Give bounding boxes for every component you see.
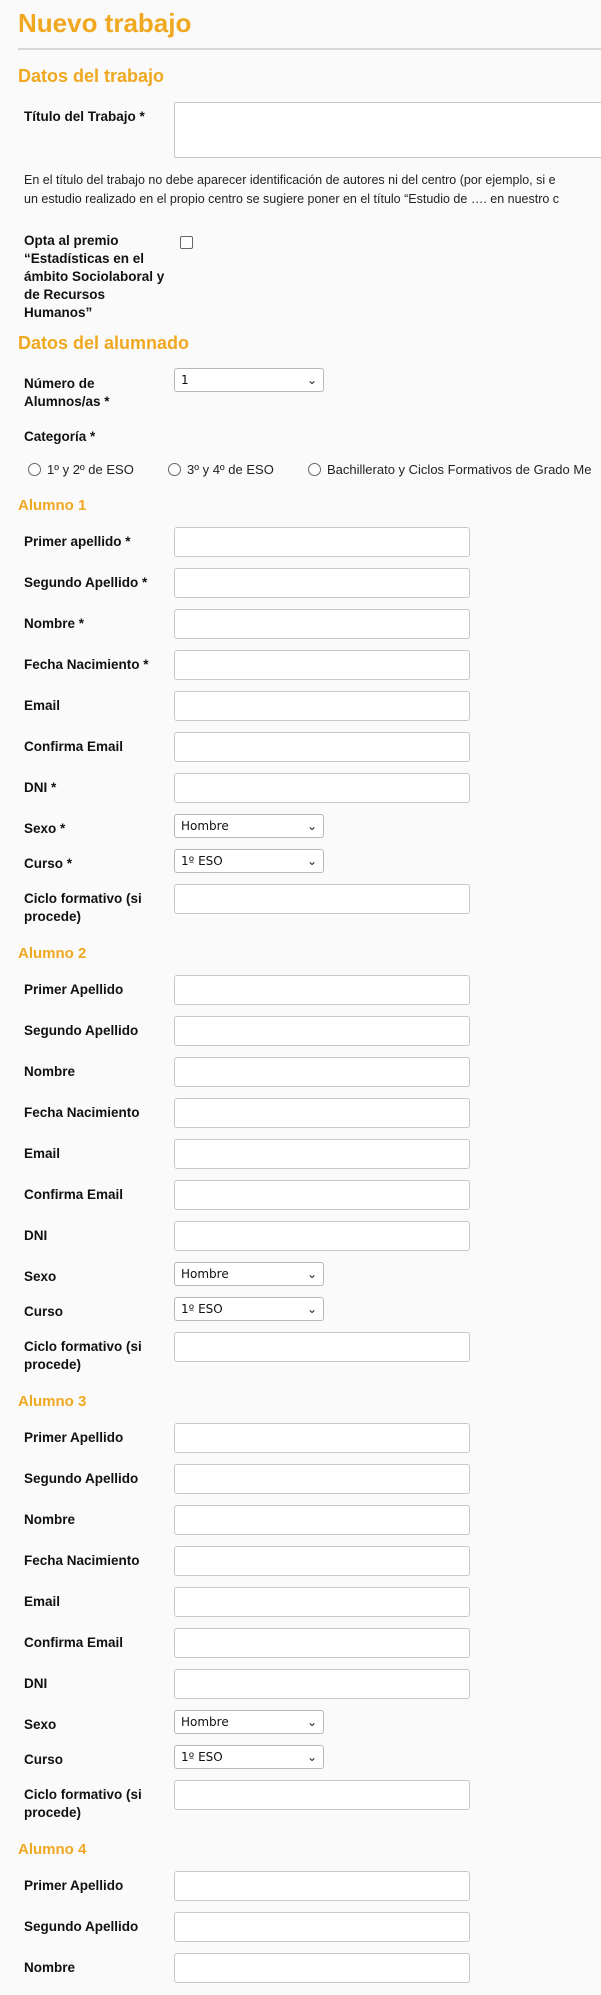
alumno-2-birth-label: Fecha Nacimiento [24,1105,140,1120]
alumno-1-name-input[interactable] [174,609,470,639]
chevron-down-icon: ⌄ [306,1267,317,1281]
alumno-3-email-input[interactable] [174,1587,470,1617]
alumno-3-email-label: Email [24,1594,61,1609]
alumno-1-cycle-label: Ciclo formativo (si procede) [24,891,142,924]
prize-label: Opta al premio “Estadísticas en el ámbito Sociolaboral y de Recursos Humanos” [24,233,165,320]
alumno-2-second-surname-input[interactable] [174,1016,470,1046]
alumno-1-confirm-email-label: Confirma Email [24,739,124,754]
students-count-select[interactable] [174,368,324,392]
alumno-1-birth-label: Fecha Nacimiento * [24,657,149,672]
alumno-1-second-surname-label: Segundo Apellido * [24,575,148,590]
alumno-3-sex-value: Hombre [181,1715,229,1729]
alumno-2-cycle-label: Ciclo formativo (si procede) [24,1339,142,1372]
alumno-1-second-surname-input[interactable] [174,568,470,598]
alumno-4-name-input[interactable] [174,1953,470,1983]
alumno-1-first-surname-label: Primer apellido * [24,534,131,549]
alumno-1-birth-input[interactable] [174,650,470,680]
alumno-2-cycle-input[interactable] [174,1332,470,1362]
alumno-2-confirm-email-input[interactable] [174,1180,470,1210]
alumno-3-confirm-email-label: Confirma Email [24,1635,124,1650]
alumno-2-title: Alumno 2 [18,945,87,962]
alumno-2-email-label: Email [24,1146,61,1161]
chevron-down-icon: ⌄ [306,1302,317,1316]
category-option-2-label: 3º y 4º de ESO [187,462,274,477]
radio-icon[interactable] [308,463,321,476]
chevron-down-icon: ⌄ [306,1750,317,1764]
alumno-1-title: Alumno 1 [18,497,87,514]
alumno-2-course-label: Curso [24,1304,64,1319]
alumno-1-course-select[interactable] [174,849,324,873]
alumno-1-confirm-email-input[interactable] [174,732,470,762]
work-title-label: Título del Trabajo * [24,109,145,124]
alumno-2-dni-input[interactable] [174,1221,470,1251]
category-option-3-label: Bachillerato y Ciclos Formativos de Grado Me [327,462,592,477]
alumno-3-second-surname-input[interactable] [174,1464,470,1494]
alumno-2-sex-label: Sexo [24,1269,57,1284]
alumno-2-birth-input[interactable] [174,1098,470,1128]
alumno-2-course-select[interactable] [174,1297,324,1321]
alumno-3-birth-label: Fecha Nacimiento [24,1553,140,1568]
alumno-3-first-surname-input[interactable] [174,1423,470,1453]
chevron-down-icon: ⌄ [306,373,317,387]
alumno-1-sex-select[interactable] [174,814,324,838]
alumno-3-birth-input[interactable] [174,1546,470,1576]
note-line-1: En el título del trabajo no debe aparecer identificación de autores ni del centro (por ejemplo, si e [24,173,556,187]
category-label: Categoría * [24,429,96,444]
alumno-1-course-label: Curso * [24,856,73,871]
alumno-4-first-surname-input[interactable] [174,1871,470,1901]
alumno-4-second-surname-label: Segundo Apellido [24,1919,139,1934]
alumno-2-email-input[interactable] [174,1139,470,1169]
alumno-3-course-value: 1º ESO [181,1750,223,1764]
alumno-3-name-label: Nombre [24,1512,76,1527]
alumno-3-name-input[interactable] [174,1505,470,1535]
work-title-textarea[interactable] [174,102,601,158]
alumno-3-dni-input[interactable] [174,1669,470,1699]
alumno-2-name-label: Nombre [24,1064,76,1079]
students-count-value: 1 [181,373,189,387]
alumno-3-cycle-label: Ciclo formativo (si procede) [24,1787,142,1820]
alumno-3-dni-label: DNI [24,1676,48,1691]
work-section-title: Datos del trabajo [18,66,165,86]
alumno-3-sex-select[interactable] [174,1710,324,1734]
alumno-2-name-input[interactable] [174,1057,470,1087]
alumno-3-course-label: Curso [24,1752,64,1767]
alumno-4-name-label: Nombre [24,1960,76,1975]
alumno-1-sex-label: Sexo * [24,821,66,836]
alumno-2-second-surname-label: Segundo Apellido [24,1023,139,1038]
alumno-2-sex-value: Hombre [181,1267,229,1281]
alumno-3-confirm-email-input[interactable] [174,1628,470,1658]
prize-checkbox[interactable] [180,236,193,249]
note-line-2: un estudio realizado en el propio centro se sugiere poner en el título “Estudio de …. en nuestro c [24,192,560,206]
alumno-2-first-surname-label: Primer Apellido [24,982,124,997]
alumno-1-email-label: Email [24,698,61,713]
students-count-label: Número de Alumnos/as * [24,376,110,409]
alumno-4-title: Alumno 4 [18,1841,87,1858]
page-title: Nuevo trabajo [18,8,192,38]
alumno-2-first-surname-input[interactable] [174,975,470,1005]
alumno-3-sex-label: Sexo [24,1717,57,1732]
alumno-1-course-value: 1º ESO [181,854,223,868]
alumno-1-dni-input[interactable] [174,773,470,803]
chevron-down-icon: ⌄ [306,1715,317,1729]
alumno-1-cycle-input[interactable] [174,884,470,914]
work-title-note [24,171,601,209]
title-divider [18,48,601,50]
radio-icon[interactable] [168,463,181,476]
category-option-1-label: 1º y 2º de ESO [47,462,134,477]
alumno-3-second-surname-label: Segundo Apellido [24,1471,139,1486]
alumno-1-first-surname-input[interactable] [174,527,470,557]
alumno-3-title: Alumno 3 [18,1393,87,1410]
students-section-title: Datos del alumnado [18,333,190,353]
alumno-1-sex-value: Hombre [181,819,229,833]
chevron-down-icon: ⌄ [306,854,317,868]
alumno-3-cycle-input[interactable] [174,1780,470,1810]
alumno-1-dni-label: DNI * [24,780,57,795]
alumno-1-email-input[interactable] [174,691,470,721]
alumno-2-sex-select[interactable] [174,1262,324,1286]
alumno-2-course-value: 1º ESO [181,1302,223,1316]
alumno-3-course-select[interactable] [174,1745,324,1769]
alumno-3-first-surname-label: Primer Apellido [24,1430,124,1445]
chevron-down-icon: ⌄ [306,819,317,833]
alumno-4-first-surname-label: Primer Apellido [24,1878,124,1893]
radio-icon[interactable] [28,463,41,476]
alumno-2-dni-label: DNI [24,1228,48,1243]
alumno-2-confirm-email-label: Confirma Email [24,1187,124,1202]
alumno-1-name-label: Nombre * [24,616,85,631]
alumno-4-second-surname-input[interactable] [174,1912,470,1942]
